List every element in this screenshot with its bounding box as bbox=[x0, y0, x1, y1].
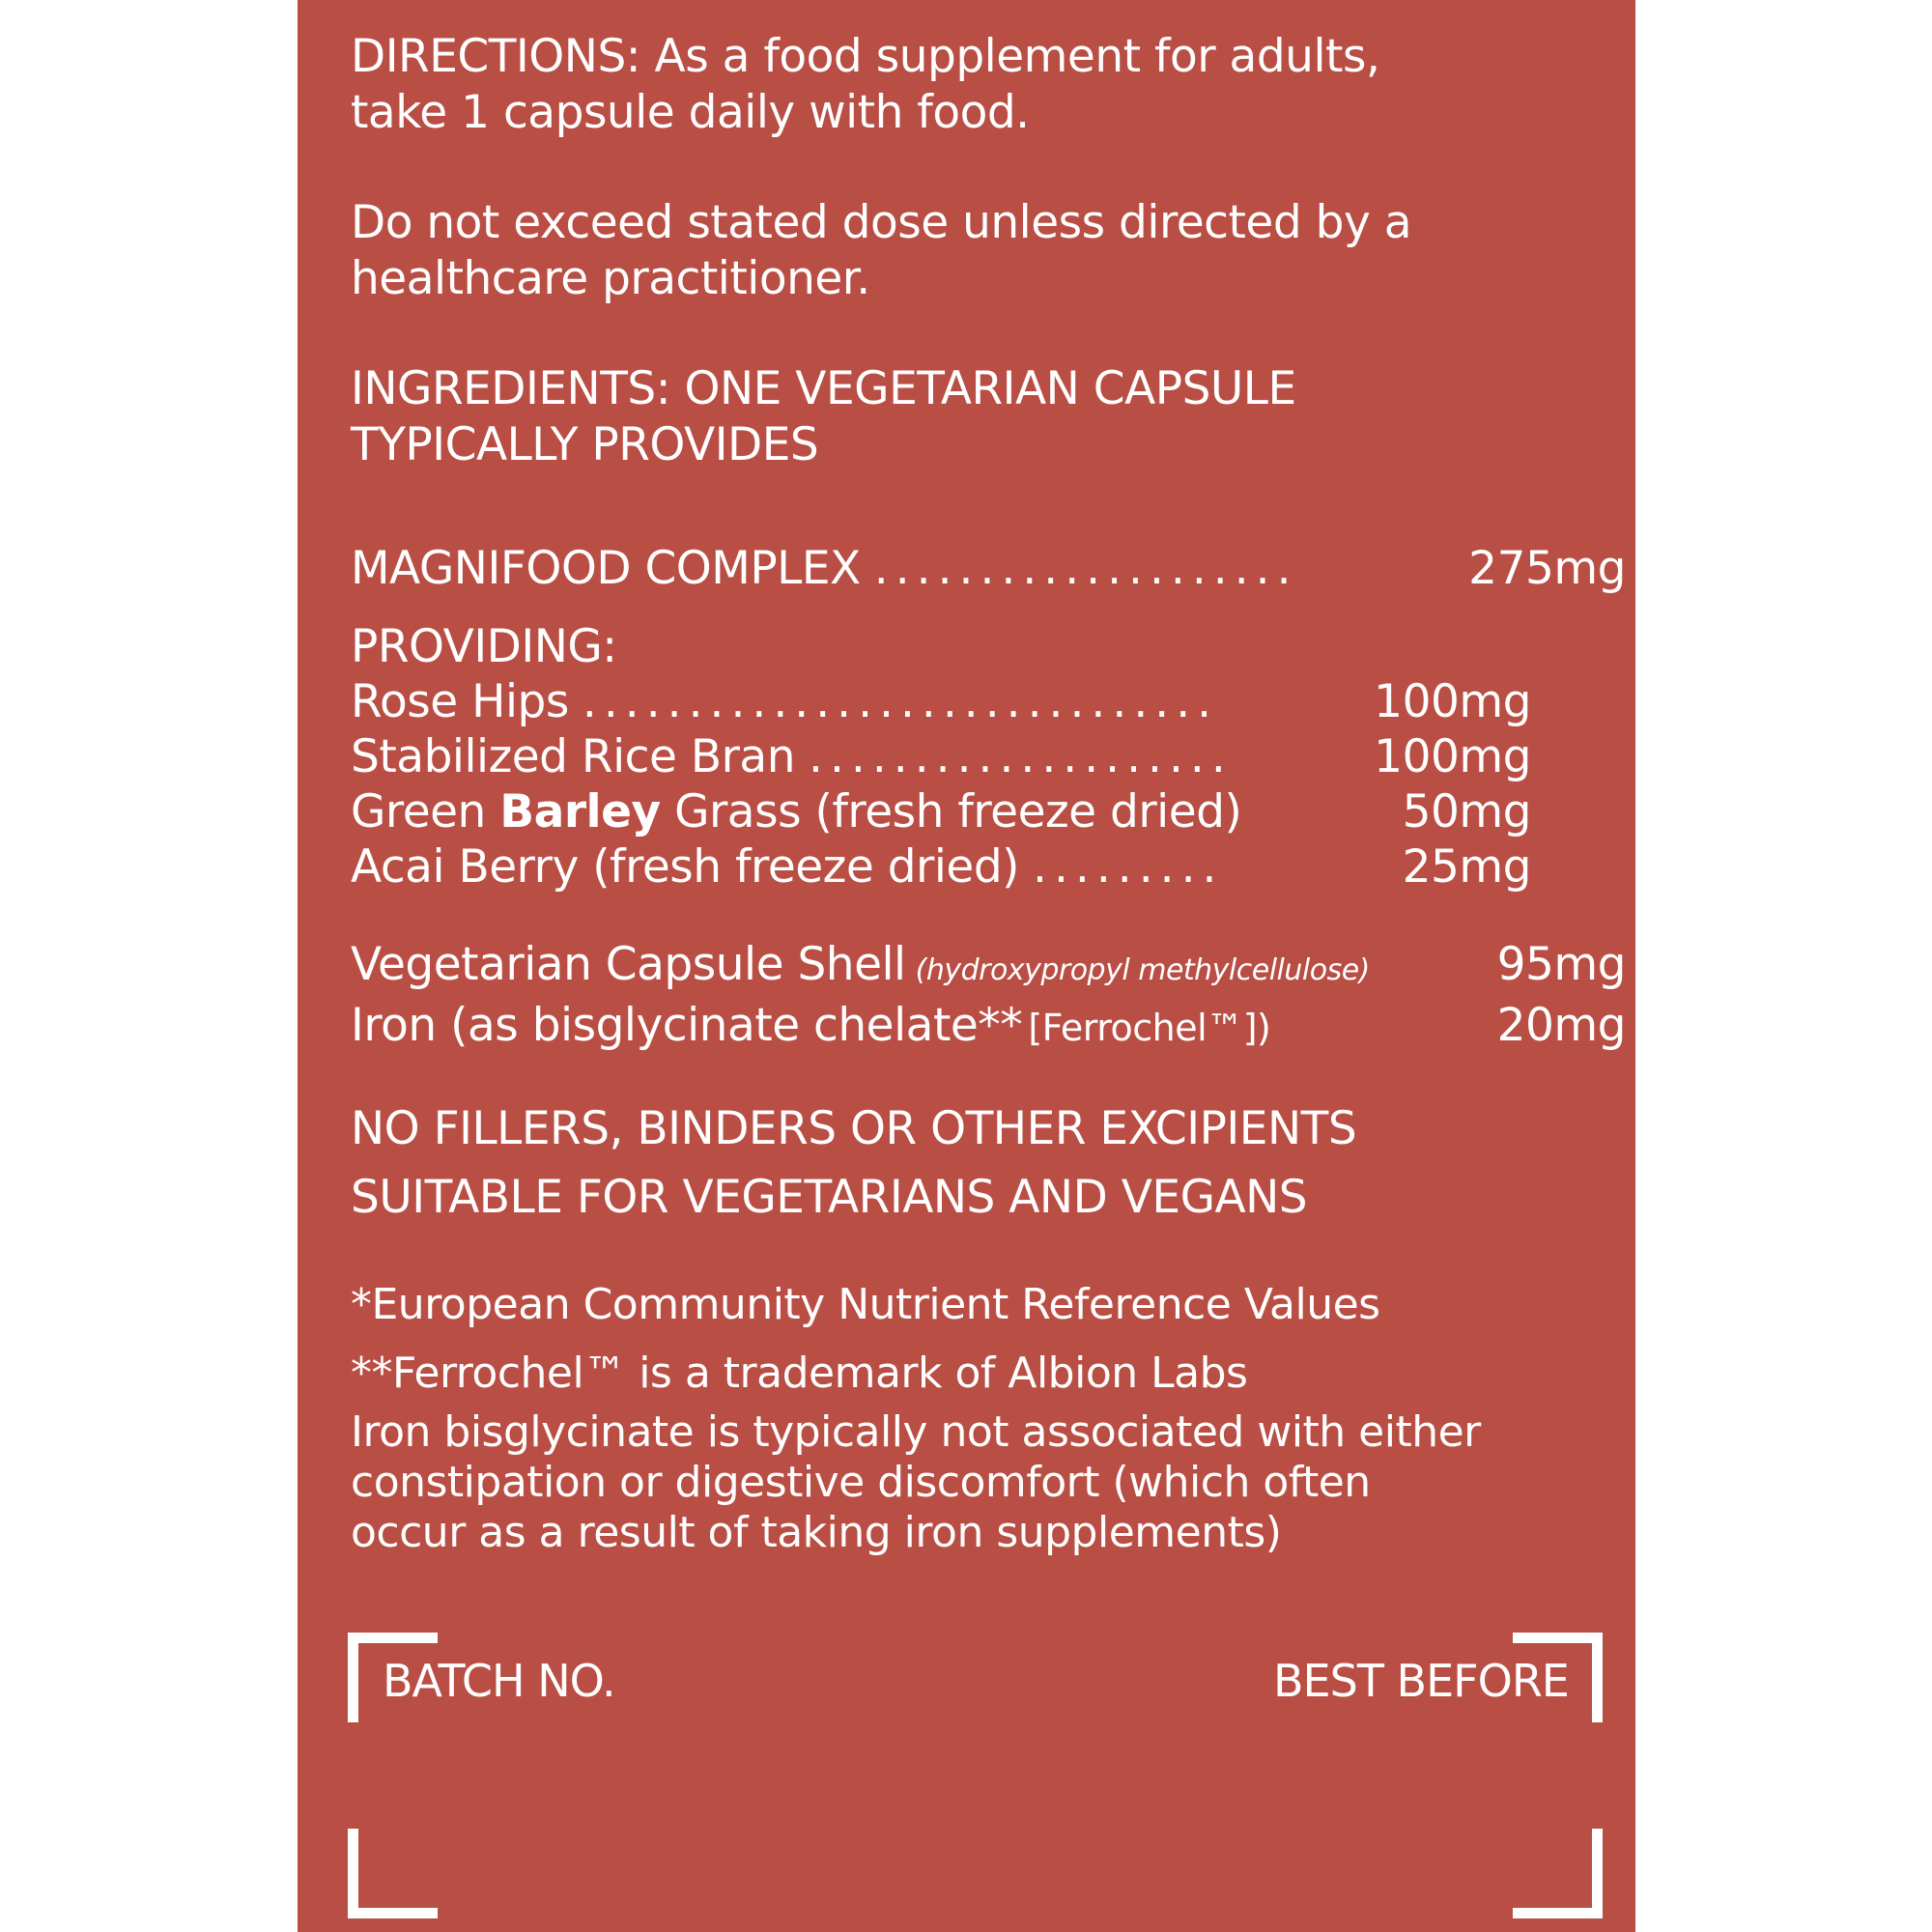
trademark-footnote: **Ferrochel™ is a trademark of Albion Labs bbox=[351, 1349, 1248, 1398]
ingredient-amount: 20mg bbox=[1496, 999, 1626, 1052]
iron-row bbox=[351, 998, 1626, 1056]
ingredient-name bbox=[351, 998, 1270, 1056]
corner-bracket-bottom-right bbox=[1513, 1829, 1603, 1918]
ingredient-name: Acai Berry (fresh freeze dried) bbox=[351, 840, 1020, 894]
ingredient-name-suffix: Grass (fresh freeze dried) bbox=[660, 785, 1242, 838]
iron-footnote bbox=[351, 1407, 1626, 1558]
ingredient-amount: 100mg bbox=[1374, 730, 1531, 783]
ingredients-heading-line-1: INGREDIENTS: ONE VEGETARIAN CAPSULE bbox=[351, 362, 1296, 415]
batch-number-label: BATCH NO. bbox=[383, 1655, 615, 1707]
vegan-claim: SUITABLE FOR VEGETARIANS AND VEGANS bbox=[351, 1171, 1308, 1224]
ingredient-row-barley-grass bbox=[351, 784, 1531, 839]
ingredient-amount: 50mg bbox=[1402, 785, 1531, 838]
ingredient-amount: 25mg bbox=[1402, 840, 1531, 894]
capsule-shell-name: Vegetarian Capsule Shell bbox=[351, 938, 906, 991]
ingredient-name: Rose Hips bbox=[351, 675, 569, 728]
ingredient-amount: 275mg bbox=[1468, 542, 1626, 595]
supplement-label-panel bbox=[298, 0, 1635, 1932]
dot-leader: .................... bbox=[873, 542, 1298, 595]
iron-footnote-line-3: occur as a result of taking iron supplements) bbox=[351, 1508, 1282, 1557]
dot-leader: ......... bbox=[1033, 840, 1224, 894]
ingredient-row-rose-hips bbox=[351, 674, 1531, 729]
iron-footnote-line-2: constipation or digestive discomfort (which often bbox=[351, 1458, 1371, 1507]
providing-label: PROVIDING: bbox=[351, 620, 617, 673]
directions-line-2: take 1 capsule daily with food. bbox=[351, 86, 1030, 139]
no-fillers-claim: NO FILLERS, BINDERS OR OTHER EXCIPIENTS bbox=[351, 1102, 1357, 1155]
directions-text bbox=[351, 29, 1626, 141]
ingredients-heading bbox=[351, 361, 1626, 473]
corner-bracket-bottom-left bbox=[348, 1829, 438, 1918]
best-before-label: BEST BEFORE bbox=[1273, 1655, 1569, 1707]
dose-warning-line-2: healthcare practitioner. bbox=[351, 252, 870, 305]
ingredient-name: MAGNIFOOD COMPLEX bbox=[351, 542, 861, 595]
ingredient-name bbox=[351, 784, 1241, 839]
ingredient-name bbox=[351, 937, 1370, 998]
nrv-footnote: *European Community Nutrient Reference Values bbox=[351, 1280, 1380, 1329]
iron-detail: [Ferrochel™]) bbox=[1028, 1007, 1271, 1049]
ingredient-name-prefix: Green bbox=[351, 785, 500, 838]
magnifood-complex-row bbox=[351, 541, 1626, 596]
ingredient-amount: 95mg bbox=[1496, 938, 1626, 991]
dot-leader: .............................. bbox=[582, 675, 1219, 728]
directions-line-1: DIRECTIONS: As a food supplement for adults, bbox=[351, 30, 1380, 83]
capsule-shell-detail: (hydroxypropyl methylcellulose) bbox=[915, 953, 1370, 987]
providing-heading bbox=[351, 619, 1626, 674]
ingredient-name-bold: Barley bbox=[499, 785, 661, 838]
capsule-shell-row bbox=[351, 937, 1626, 998]
ingredient-name: Stabilized Rice Bran bbox=[351, 730, 795, 783]
dose-warning-text bbox=[351, 195, 1626, 307]
ingredient-row-rice-bran bbox=[351, 729, 1531, 784]
iron-footnote-line-1: Iron bisglycinate is typically not associated with either bbox=[351, 1407, 1481, 1457]
label-content bbox=[351, 29, 1626, 1558]
dot-leader: .................... bbox=[809, 730, 1233, 783]
ingredients-heading-line-2: TYPICALLY PROVIDES bbox=[351, 418, 819, 471]
ingredient-row-acai-berry bbox=[351, 839, 1531, 895]
dose-warning-line-1: Do not exceed stated dose unless directed by a bbox=[351, 196, 1412, 249]
ingredient-amount: 100mg bbox=[1374, 675, 1531, 728]
iron-name: Iron (as bisglycinate chelate** bbox=[351, 999, 1023, 1052]
